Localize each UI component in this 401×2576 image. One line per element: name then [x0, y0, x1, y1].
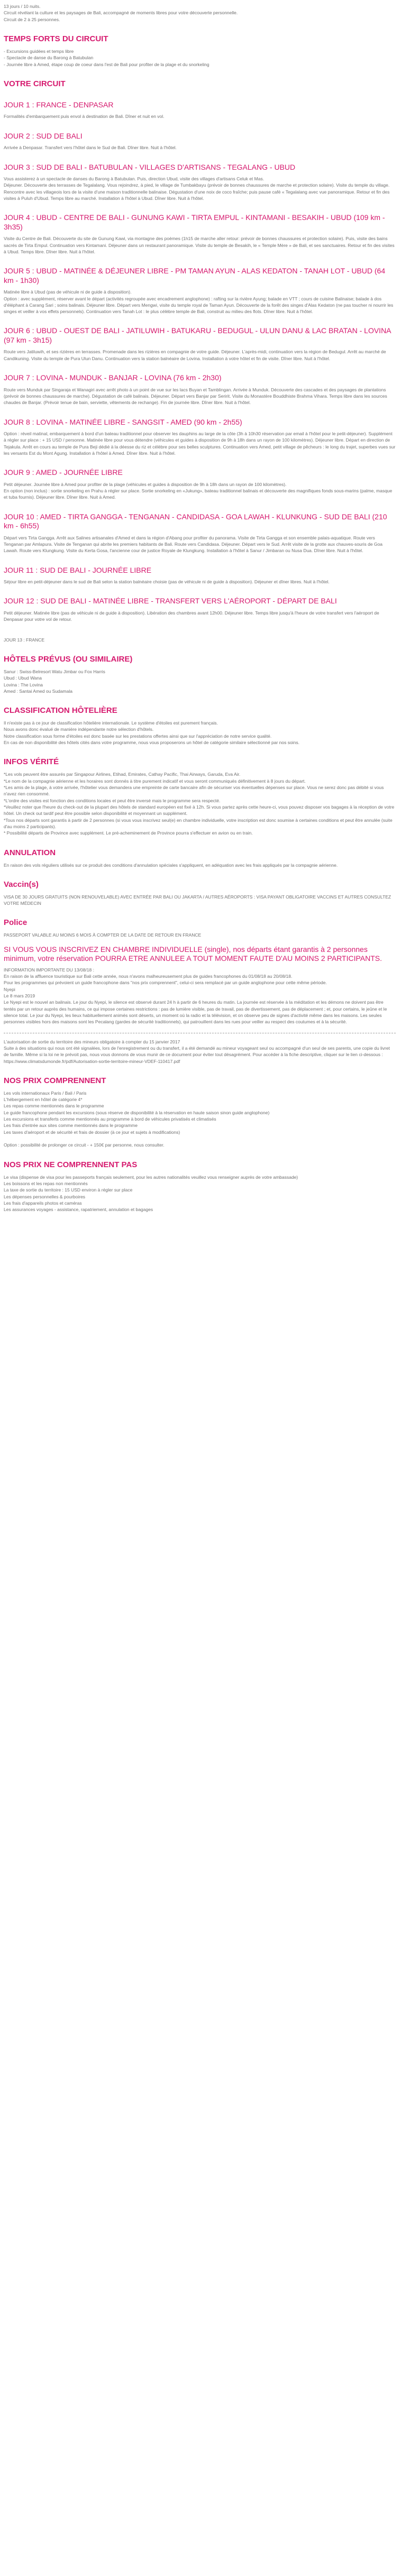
day-text: Petit déjeuner. Matinée libre (pas de véhicule ni de guide à disposition). Libération des chambres avant 12h00. Déjeuner libre. Temps libre jusqu'à l'heure de votre transfert vers l'aéroport de Denpasar pour votre vol de retour.	[4, 610, 379, 622]
paragraph: *Tous nos départs sont garantis à partir de 2 personnes (si vous vous inscrivez seul(e) en chambre individuelle, votre inscription est donc soumise à certaines conditions et peut être annulée (suite d'au moins 2 participants).	[4, 817, 393, 829]
day-title: JOUR 10 : AMED - TIRTA GANGGA - TENGANAN - CANDIDASA - GOA LAWAH - KLUNKUNG - SUD DE BALI (210 km - 6h55)	[4, 512, 387, 530]
list-item: Les frais d'entrée aux sites comme mentionnés dans le programme	[4, 1123, 138, 1129]
paragraph: *Le nom de la compagnie aérienne et les horaires sont donnés à titre purement indicatif et vous seront communiqués définitivement à 8 jours du départ.	[4, 778, 306, 784]
paragraph: Notre classification sous forme d'étoiles est donc basée sur les prestations offertes ainsi que sur l'appréciation de notre service qualité.	[4, 733, 272, 739]
intro-group-size: Circuit de 2 à 25 personnes.	[4, 16, 60, 22]
police-heading: Police	[4, 918, 28, 928]
hotel-item: Ubud : Ubud Wana	[4, 675, 42, 681]
list-item: L'hébergement en hôtel de catégorie 4*	[4, 1097, 83, 1103]
infos-verite-heading: INFOS VÉRITÉ	[4, 757, 59, 767]
list-item: Les frais d'appareils photos et caméras	[4, 1200, 82, 1206]
single-room-warning: SI VOUS VOUS INSCRIVEZ EN CHAMBRE INDIVIDUELLE (single), nos départs étant garantis à 2 personnes minimum, votre réservation POURRA ETRE ANNULEE A TOUT MOMENT FAUTE D'AU MOINS 2 PARTICIPANTS.	[4, 945, 382, 963]
paragraph: L'autorisation de sortie du territoire des mineurs obligatoire à compter du 15 janvier 2017	[4, 1039, 180, 1044]
prix-ne-comprennent-heading: NOS PRIX NE COMPRENNENT PAS	[4, 1160, 138, 1169]
day-text: Formalités d'embarquement puis envol à destination de Bali. Dîner et nuit en vol.	[4, 114, 165, 120]
classification-text	[4, 720, 396, 746]
paragraph: Pour les programmes qui prévoient un guide francophone dans "nos prix comprennent", celui-ci sera remplacé par un guide anglophone pour cette même période.	[4, 980, 327, 986]
list-item: Les excursions et transferts comme mentionnés au programme à bord de véhicules privatisés et climatisés	[4, 1116, 216, 1122]
paragraph: En raison de la affluence touristique sur Bali cette année, nous n'avons malheureusement plus de guides francophones du 01/08/18 au 20/08/18.	[4, 974, 293, 979]
day-title: JOUR 12 : SUD DE BALI - MATINÉE LIBRE - TRANSFERT VERS L'AÉROPORT - DÉPART DE BALI	[4, 597, 337, 606]
day-title: JOUR 9 : AMED - JOURNÉE LIBRE	[4, 468, 123, 477]
paragraph: Le Nyepi est le nouvel an balinais. Le jour du Nyepi, le silence est observé durant 24 h à partir de 6 heures du matin. La journée est réservée à la méditation et les démons ne doivent pas être tentés par un retour auprès des humains, ce qui impose certaines restrictions : pas de lumière visible, pas de travail, pas de divertissement, pas de déplacement ; et, pour certains, le jeûne et le silence total. Le jour du Nyepi, les lieux habituellement animés sont déserts, un moment où la radio et la télévision, et on observe peu de signes d'activité même dans les maisons. Les seules personnes visibles hors des maisons sont les Pecalang (gardes de sécurité traditionnels), qui patrouillent dans les rues pour veiller au respect des coutumes et à la sécurité.	[4, 1000, 387, 1025]
infos-verite-text	[4, 771, 396, 836]
paragraph: *L'ordre des visites est fonction des conditions locales et peut être inversé mais le programme sera respecté.	[4, 797, 221, 803]
annulation-heading: ANNULATION	[4, 848, 56, 857]
hotel-item: Sanur : Swiss-Belresort Watu Jimbar ou Fox Harris	[4, 668, 105, 674]
prix-ne-comprennent-list	[4, 1174, 396, 1213]
day-text: Vous assisterez à un spectacle de danses du Barong à Batubulan. Puis, direction Ubud, visite des villages d'artisans Celuk et Mas.	[4, 176, 265, 181]
hotel-item: Lovina : The Lovina	[4, 682, 43, 687]
intro-description: Circuit révélant la culture et les paysages de Bali, accompagné de moments libres pour votre découverte personnelle.	[4, 10, 238, 16]
paragraph: INFORMATION IMPORTANTE DU 13/08/18 :	[4, 967, 94, 973]
day-6	[4, 326, 396, 362]
list-item: - Journée libre à Amed, étape coup de coeur dans l'est de Bali pour profiter de la plage et du snorkeling	[4, 61, 209, 67]
day-text: Arrivée à Denpasar. Transfert vers l'hôtel dans le Sud de Bali. Dîner libre. Nuit à l'hôtel.	[4, 145, 177, 151]
paragraph: Nyepi	[4, 986, 15, 992]
list-item: Les assurances voyages - assistance, rapatriement, annulation et bagages	[4, 1207, 153, 1213]
paragraph: *Veuillez noter que l'heure du check-out de la plupart des hôtels de standard européen est fixé à 12h. Si vous partez après cette heure-ci, vous pouvez disposer vos bagages à la réception de votre hôtel. Un check out tardif peut être possible selon disponibilité et moyennant un supplément.	[4, 804, 395, 817]
day-text: Déjeuner. Découverte des terrasses de Tegalalang. Vous rejoindrez, à pied, le village de Tumbakbayu (prévoir de bonnes chaussures de marche et protection solaire). Visite du temple du village. Rencontre avec les villageois lors de la visite d'une maison traditionnelle balinaise. Dégustation d'une noix de coco fraîche; puis pause café « Tegalalang avec vue panoramique. Retour et fin des visites à Puluh d'Ubud. Temps libre au marché. Installation à l'hôtel à Ubud. Dîner libre. Nuit à l'hôtel.	[4, 182, 390, 201]
day-8	[4, 418, 396, 457]
classification-heading: CLASSIFICATION HÔTELIÈRE	[4, 706, 117, 716]
day-title: JOUR 3 : SUD DE BALI - BATUBULAN - VILLAGES D'ARTISANS - TEGALANG - UBUD	[4, 162, 296, 171]
day-5	[4, 267, 396, 315]
paragraph: *Les amis de la plage, à votre arrivée, l'hôtelier vous demandera une empreinte de carte bancaire afin de sécuriser vos éventuelles dépenses sur place. Vous ne serez donc pas débité si vous n'avez rien consommé.	[4, 785, 384, 797]
day-text: Départ vers Tirta Gangga. Arrêt aux Salines artisanales d'Amed et dans la région d'Abang pour profiter du panorama. Visite de Tirta Gangga et son ensemble palais-aquatique. Route vers Tenganan par Amlapura. Visite de Tenganan qui abrite les premiers habitants de Bali. Route vers Candidasa. Déjeuner. Départ vers le Sud. Arrêt visite de la grotte aux chauves-souris de Goa Lawah. Route vers Klungkung. Visite du Kerta Gosa, l'ancienne cour de justice Royale de Klungkung. Installation à l'hôtel à Sanur / Jimbaran ou Nusa Dua. Dîner libre. Nuit à l'hôtel.	[4, 535, 382, 554]
intro-duration: 13 jours / 10 nuits.	[4, 4, 41, 9]
day-title: JOUR 6 : UBUD - OUEST DE BALI - JATILUWIH - BATUKARU - BEDUGUL - ULUN DANU & LAC BRATAN - LOVINA (97 km - 3h15)	[4, 326, 391, 344]
paragraph: En cas de non disponibilité des hôtels cités dans votre programme, nous vous proposerons un hôtel de catégorie similaire sélectionné par nos soins.	[4, 740, 299, 746]
list-item: - Excursions guidées et temps libre	[4, 48, 74, 54]
list-item: Les dépenses personnelles & pourboires	[4, 1194, 86, 1199]
list-item: Les vols internationaux Paris / Bali / Paris	[4, 1090, 87, 1096]
day-3	[4, 163, 396, 202]
day-title: JOUR 8 : LOVINA - MATINÉE LIBRE - SANGSIT - AMED (90 km - 2h55)	[4, 417, 242, 426]
day-11	[4, 566, 396, 585]
paragraph: Suite à des situations qui nous ont été signalées, lors de l'enregistrement ou du transfert, il a été demandé au mineur voyageant seul ou accompagné d'un seul de ses parents, une copie du livret de famille. Même si la loi ne le prévoit pas, nous vous donnons de vous munir de ce document pour éviter tout désagrément. Pour accéder à la fiche descriptive, cliquer sur le lien ci-dessous :	[4, 1045, 390, 1058]
day-text: Visite du Centre de Bali. Découverte du site de Gunung Kawi, via montagne des poèmes (1h15 de marche aller retour: prévoir de bonnes chaussures et protection solaire). Puis, visite des bains sacrés de Tirta Empul. Continuation vers Kintamani. Déjeuner dans un restaurant panoramique. Visite du temple de Besakih, le « Temple Mère » de Bali, et ses sanctuaires. Retour et fin des visites à Ubud. Temps libre. Dîner libre. Nuit à l'hôtel.	[4, 236, 395, 254]
day-title: JOUR 5 : UBUD - MATINÉE & DÉJEUNER LIBRE - PM TAMAN AYUN - ALAS KEDATON - TANAH LOT - UBUD (64 km - 1h30)	[4, 267, 386, 285]
prix-comprennent-heading: NOS PRIX COMPRENNENT	[4, 1076, 106, 1085]
important-info	[4, 967, 396, 1025]
list-item	[4, 1135, 396, 1142]
paragraph: Nous avons donc évalué de manière indépendante notre sélection d'hôtels.	[4, 727, 154, 732]
day-title: JOUR 4 : UBUD - CENTRE DE BALI - GUNUNG KAWI - TIRTA EMPUL - KINTAMANI - BESAKIH - UBUD (109 km - 3h35)	[4, 213, 385, 231]
day-text: Route vers Jatiluwih, et ses rizières en terrasses. Promenade dans les rizières en compagnie de votre guide. Déjeuner. L'après-midi, continuation vers la région de Bedugul. Arrêt au marché de Candikuning. Visite du temple de Pura Ulun Danu. Continuation vers la station balnéaire de Lovina. Installation à votre hôtel et fin de visite. Dîner libre. Nuit à l'hôtel.	[4, 349, 386, 361]
list-item: Le visa (dispense de visa pour les passeports français seulement, pour les autres nationalités veuillez vous renseigner auprès de votre ambassade)	[4, 1174, 298, 1180]
day-title: JOUR 1 : FRANCE - DENPASAR	[4, 100, 114, 109]
day-text: Option : réveil matinal, embarquement à bord d'un bateau traditionnel pour observer les dauphins au large de la côte (3h à 10h30 réservation par email à l'hôtel pour le petit-déjeuner). Supplément à régler sur place : + 15 USD / personne. Matinée libre pour vous détendre (véhicules et guides à disposition de 9h à 18h dans un rayon de 100 kilomètres). Déjeuner libre. Départ en direction de Tejakula. Arrêt en cours au temple de Pura Beji dédié à la déesse du riz et célèbre pour ses belles sculptures. Continuation vers Amed, petit village de pêcheurs : le long du trajet, superbes vues sur les versants Est du Mont Agung. Installation à l'hôtel à Amed. Dîner libre. Nuit à l'hôtel.	[4, 431, 396, 456]
day-text: Route vers Munduk par Singaraja et Wanagiri avec arrêt photo à un point de vue sur les lacs Buyan et Tamblingan. Arrivée à Munduk. Découverte des cascades et des paysages de plantations (prévoir de bonnes chaussures de marche). Dégustation de café balinais. Déjeuner. Départ vers Banjar par Seririt. Visite du Monastère Bouddhiste Brahma Vihara. Temps libre dans les sources chaudes de Banjar. (Prévoir tenue de bain, serviette, vêtements de rechange). Fin de journée libre. Dîner libre. Nuit à l'hôtel.	[4, 387, 387, 406]
temps-forts-heading: TEMPS FORTS DU CIRCUIT	[4, 34, 108, 43]
autorisation-link[interactable]: https://www.climatsdumonde.fr/pdf/Autorisation-sortie-territoire-mineur-VDEF-110417.pdf	[4, 1058, 180, 1064]
prix-comprennent-list	[4, 1090, 396, 1149]
list-item: Les repas comme mentionnés dans le programme	[4, 1103, 104, 1109]
day-9	[4, 468, 396, 500]
paragraph: *Les vols peuvent être assurés par Singapour Airlines, Etihad, Emirates, Cathay Pacific, Thai Airways, Garuda, Eva Air.	[4, 772, 241, 777]
day-1	[4, 100, 396, 120]
day-title: JOUR 7 : LOVINA - MUNDUK - BANJAR - LOVINA (76 km - 2h30)	[4, 373, 222, 382]
day-title: JOUR 2 : SUD DE BALI	[4, 131, 83, 140]
list-item: - Spectacle de danse du Barong à Batubulan	[4, 55, 94, 61]
day-13-label: JOUR 13 : FRANCE	[4, 637, 44, 643]
list-item: La taxe de sortie du territoire : 15 USD environ à régler sur place	[4, 1187, 133, 1193]
temps-forts-list	[4, 48, 396, 68]
paragraph: * Possibilité départs de Province avec supplément. Le pré-acheminement de Province pourra s'effectuer en avion ou en train.	[4, 830, 253, 836]
paragraph: Le 8 mars 2019	[4, 993, 35, 998]
list-item: Les boissons et les repas non mentionnés	[4, 1180, 88, 1186]
hotels-heading: HÔTELS PRÉVUS (OU SIMILAIRE)	[4, 654, 133, 664]
day-text: Matinée libre à Ubud (pas de véhicule ni de guide à disposition).	[4, 289, 132, 295]
list-item: Option : possibilité de prolonger ce circuit - + 150€ par personne, nous consulter.	[4, 1142, 165, 1148]
paragraph: En raison des vols réguliers utilisés sur ce produit des conditions d'annulation spéciales s'appliquent, en adéquation avec les frais appliqués par la compagnie aérienne.	[4, 862, 338, 868]
votre-circuit-heading: VOTRE CIRCUIT	[4, 79, 66, 88]
autorisation-text	[4, 1039, 396, 1065]
day-10	[4, 512, 396, 554]
day-7	[4, 373, 396, 406]
day-12	[4, 597, 396, 622]
day-text: Option : avec supplément, réserver avant le départ (activités regroupée avec encadrement anglophone) : rafting sur la rivière Ayung; balade en VTT ; cours de cuisine Balinaise; balade à dos d'éléphant à Carang Sari ; soins balinais. Déjeuner libre. Départ vers Mengwi, visite du temple royal de Taman Ayun. Découverte de la forêt des singes d'Alas Kedaton (ne pas toucher ni nourrir les singes et veiller à vos effets personnels). Continuation vers Tanah Lot : le plus célèbre temple de Bali, construit au milieu des flots. Dîner libre. Nuit à l'hôtel.	[4, 296, 394, 315]
paragraph: Il n'existe pas à ce jour de classification hôtelière internationale. Le système d'étoiles est purement français.	[4, 720, 218, 726]
day-2	[4, 132, 396, 151]
day-title: JOUR 11 : SUD DE BALI - JOURNÉE LIBRE	[4, 565, 152, 574]
hotels-list	[4, 668, 396, 694]
vaccin-heading: Vaccin(s)	[4, 879, 39, 889]
paragraph: VISA DE 30 JOURS GRATUITS (NON RENOUVELABLE) AVEC ENTRÉE PAR BALI OU JAKARTA / AUTRES AÉROPORTS : VISA PAYANT OBLIGATOIRE VACCINS ET AUTRES CONSULTEZ VOTRE MÉDECIN	[4, 894, 391, 906]
page	[0, 0, 401, 1229]
day-4	[4, 213, 396, 255]
day-text: Séjour libre en petit-déjeuner dans le sud de Bali selon la station balnéaire choisie (pas de véhicule ni de guide à disposition). Déjeuner et dîner libres. Nuit à l'hôtel.	[4, 579, 330, 585]
day-text: En option (non inclus) : sortie snorkeling en Prahu à régler sur place. Sortie snorkeling en «Jukung», bateau traditionnel balinais et découverte des magnifiques fonds sous-marins (palme, masque et tuba fournis). Déjeuner libre. Dîner libre. Nuit à Amed.	[4, 488, 393, 500]
list-item: Les taxes d'aéroport et de sécurité et frais de dossier (à ce jour et sujets à modifications)	[4, 1129, 180, 1135]
list-item: Le guide francophone pendant les excursions (sous réserve de disponibilité à la réservation en haute saison sinon guide anglophone)	[4, 1110, 270, 1115]
hotel-item: Amed : Santai Amed ou Sudamala	[4, 688, 72, 694]
intro	[4, 3, 396, 23]
paragraph: PASSEPORT VALABLE AU MOINS 6 MOIS À COMPTER DE LA DATE DE RETOUR EN FRANCE	[4, 932, 202, 938]
day-text: Petit déjeuner. Journée libre à Amed pour profiter de la plage (véhicules et guides à disposition de 9h à 18h dans un rayon de 100 kilomètres).	[4, 481, 287, 487]
